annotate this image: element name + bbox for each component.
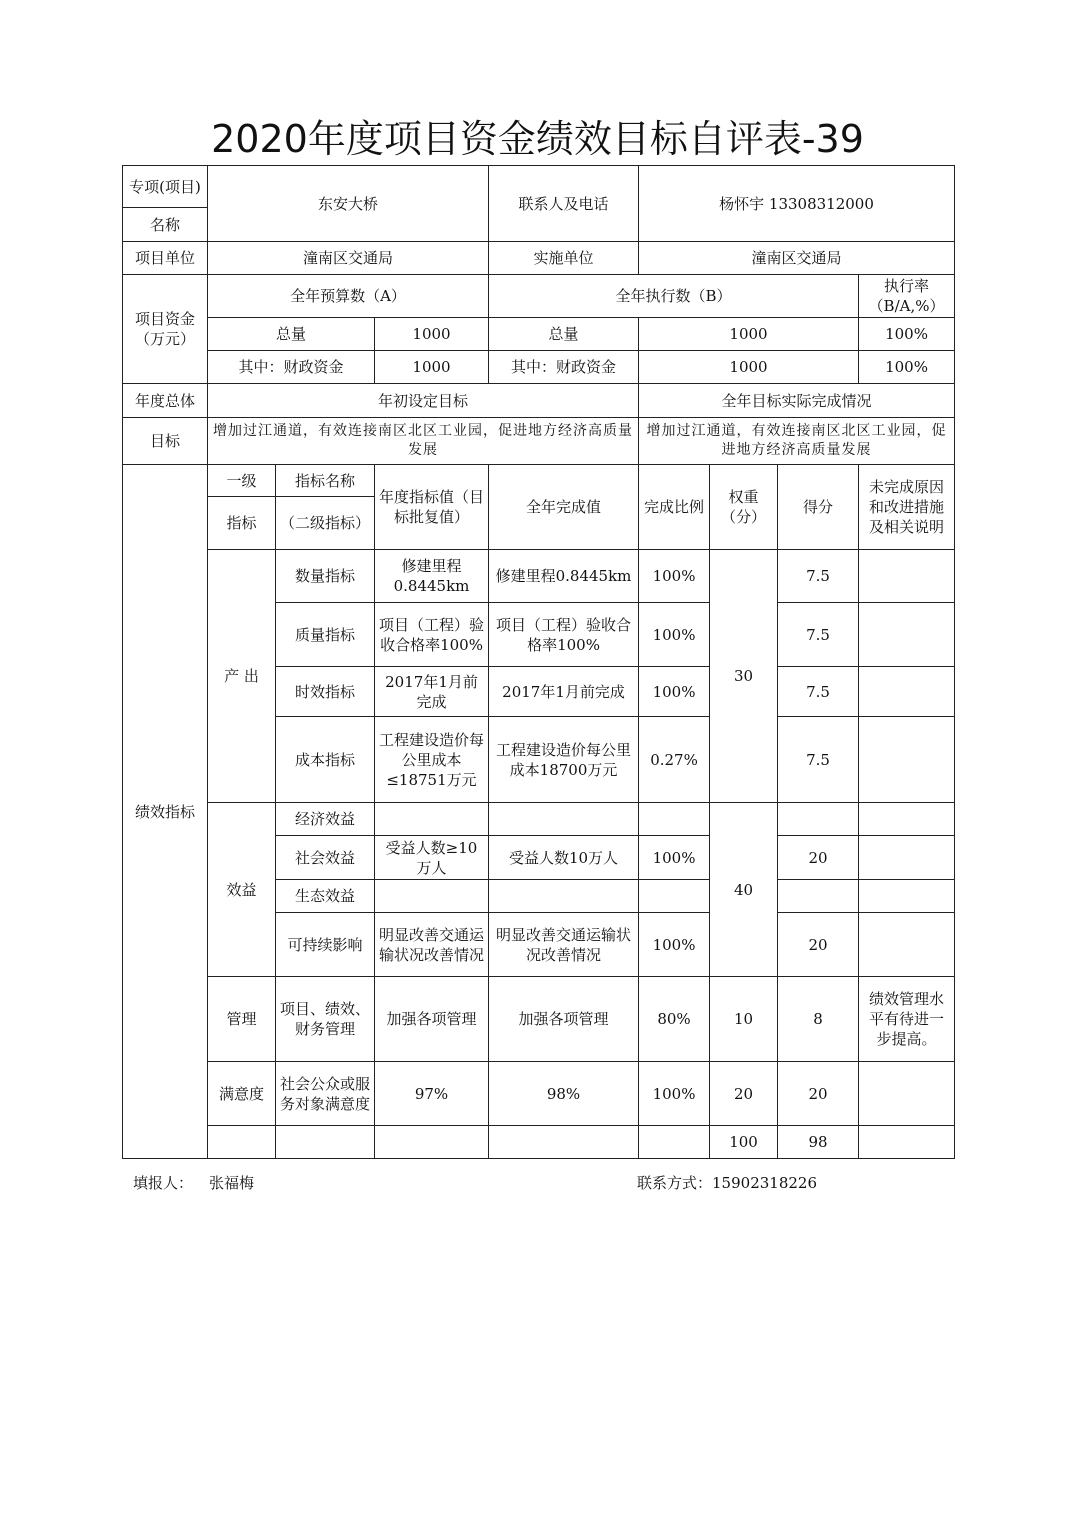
indicator-ratio: 0.27% — [639, 717, 710, 803]
exec-fiscal-value: 1000 — [639, 351, 859, 384]
indicator-score: 7.5 — [778, 717, 859, 803]
indicator-target — [375, 880, 489, 913]
indicator-name: 可持续影响 — [276, 913, 375, 977]
indicator-actual — [489, 880, 639, 913]
goal-actual-text: 增加过江通道，有效连接南区北区工业园，促进地方经济高质量发展 — [639, 418, 955, 465]
indicator-ratio: 100% — [639, 550, 710, 603]
indicator-actual: 98% — [489, 1062, 639, 1126]
indicator-note — [859, 717, 955, 803]
indicator-target: 加强各项管理 — [375, 977, 489, 1062]
indicators-section-label: 绩效指标 — [123, 465, 208, 1159]
project-name: 东安大桥 — [208, 166, 489, 242]
indicator-note — [859, 803, 955, 836]
indicator-target: 97% — [375, 1062, 489, 1126]
filler-name: 张福梅 — [209, 1174, 255, 1192]
indicator-note — [859, 603, 955, 667]
footer-contact-value: 15902318226 — [712, 1174, 817, 1192]
indicator-name: 经济效益 — [276, 803, 375, 836]
unit-label: 项目单位 — [123, 242, 208, 275]
footer-contact-label: 联系方式： — [637, 1174, 713, 1192]
output-label: 产 出 — [208, 550, 276, 803]
indicator-score: 7.5 — [778, 667, 859, 717]
actual-header: 全年完成值 — [489, 465, 639, 550]
indicator-note — [859, 913, 955, 977]
management-weight: 10 — [710, 977, 778, 1062]
indicator-actual: 受益人数10万人 — [489, 836, 639, 880]
indicator-target: 修建里程0.8445km — [375, 550, 489, 603]
indicator-score: 7.5 — [778, 550, 859, 603]
total-score: 98 — [778, 1126, 859, 1159]
indicator-name: 时效指标 — [276, 667, 375, 717]
filler — [133, 1172, 254, 1193]
impl-value: 潼南区交通局 — [639, 242, 955, 275]
indicator-actual: 工程建设造价每公里成本18700万元 — [489, 717, 639, 803]
total-empty — [375, 1126, 489, 1159]
indicator-target: 项目（工程）验收合格率100% — [375, 603, 489, 667]
exec-total-value: 1000 — [639, 318, 859, 351]
project-name-label: 专项(项目) — [123, 166, 208, 208]
target-header: 年度指标值（目标批复值） — [375, 465, 489, 550]
budget-fiscal-label: 其中：财政资金 — [208, 351, 375, 384]
note-header: 未完成原因和改进措施及相关说明 — [859, 465, 955, 550]
indicator-actual: 修建里程0.8445km — [489, 550, 639, 603]
footer-contact — [637, 1172, 817, 1193]
exec-fiscal-label: 其中：财政资金 — [489, 351, 639, 384]
indicator-note — [859, 880, 955, 913]
project-name-label-cont: 名称 — [123, 208, 208, 242]
ratio-header: 完成比例 — [639, 465, 710, 550]
indicator-note — [859, 836, 955, 880]
indicator-note — [859, 550, 955, 603]
benefit-label: 效益 — [208, 803, 276, 977]
indicator-name: 质量指标 — [276, 603, 375, 667]
indicator-score — [778, 803, 859, 836]
indicator-note — [859, 1062, 955, 1126]
indicator-name: 成本指标 — [276, 717, 375, 803]
indicator-actual — [489, 803, 639, 836]
budget-fiscal-value: 1000 — [375, 351, 489, 384]
indicator-target: 明显改善交通运输状况改善情况 — [375, 913, 489, 977]
filler-label: 填报人： — [133, 1174, 194, 1192]
contact-value: 杨怀宇 13308312000 — [639, 166, 955, 242]
rate-fiscal: 100% — [859, 351, 955, 384]
contact-label: 联系人及电话 — [489, 166, 639, 242]
indicator-actual: 2017年1月前完成 — [489, 667, 639, 717]
indicator-name: 项目、绩效、财务管理 — [276, 977, 375, 1062]
exec-header: 全年执行数（B） — [489, 275, 859, 318]
indicator-target: 受益人数≥10万人 — [375, 836, 489, 880]
indicator-ratio: 100% — [639, 836, 710, 880]
total-empty — [639, 1126, 710, 1159]
weight-header: 权重（分） — [710, 465, 778, 550]
indicator-ratio: 100% — [639, 603, 710, 667]
indicator-actual: 明显改善交通运输状况改善情况 — [489, 913, 639, 977]
goal-label-cont: 目标 — [123, 418, 208, 465]
management-label: 管理 — [208, 977, 276, 1062]
goal-actual-header: 全年目标实际完成情况 — [639, 384, 955, 418]
satisfaction-weight: 20 — [710, 1062, 778, 1126]
indicator-name: 社会效益 — [276, 836, 375, 880]
indicator-ratio — [639, 880, 710, 913]
level2-header: 指标名称 — [276, 465, 375, 497]
unit-value: 潼南区交通局 — [208, 242, 489, 275]
benefit-weight: 40 — [710, 803, 778, 977]
rate-total: 100% — [859, 318, 955, 351]
level1-header-cont: 指标 — [208, 497, 276, 550]
indicator-score: 20 — [778, 1062, 859, 1126]
page-title: 2020年度项目资金绩效目标自评表-39 — [211, 117, 864, 161]
budget-header: 全年预算数（A） — [208, 275, 489, 318]
indicator-score: 8 — [778, 977, 859, 1062]
budget-total-value: 1000 — [375, 318, 489, 351]
indicator-score: 20 — [778, 913, 859, 977]
indicator-note: 绩效管理水平有待进一步提高。 — [859, 977, 955, 1062]
exec-total-label: 总量 — [489, 318, 639, 351]
indicator-score: 20 — [778, 836, 859, 880]
indicator-actual: 项目（工程）验收合格率100% — [489, 603, 639, 667]
goal-set-text: 增加过江通道，有效连接南区北区工业园，促进地方经济高质量发展 — [208, 418, 639, 465]
indicator-target — [375, 803, 489, 836]
indicator-note — [859, 667, 955, 717]
indicator-target: 工程建设造价每公里成本≤18751万元 — [375, 717, 489, 803]
evaluation-table — [122, 165, 955, 1159]
total-empty — [859, 1126, 955, 1159]
output-weight: 30 — [710, 550, 778, 803]
goal-label: 年度总体 — [123, 384, 208, 418]
satisfaction-label: 满意度 — [208, 1062, 276, 1126]
indicator-name: 生态效益 — [276, 880, 375, 913]
total-empty — [489, 1126, 639, 1159]
indicator-name: 社会公众或服务对象满意度 — [276, 1062, 375, 1126]
total-empty — [276, 1126, 375, 1159]
indicator-ratio: 100% — [639, 1062, 710, 1126]
indicator-ratio — [639, 803, 710, 836]
level1-header: 一级 — [208, 465, 276, 497]
funds-label: 项目资金（万元） — [123, 275, 208, 384]
total-weight: 100 — [710, 1126, 778, 1159]
indicator-ratio: 100% — [639, 913, 710, 977]
indicator-actual: 加强各项管理 — [489, 977, 639, 1062]
total-empty — [208, 1126, 276, 1159]
indicator-target: 2017年1月前完成 — [375, 667, 489, 717]
indicator-ratio: 80% — [639, 977, 710, 1062]
goal-set-header: 年初设定目标 — [208, 384, 639, 418]
impl-label: 实施单位 — [489, 242, 639, 275]
level2-header-cont: （二级指标） — [276, 497, 375, 550]
score-header: 得分 — [778, 465, 859, 550]
rate-header: 执行率（B/A,%） — [859, 275, 955, 318]
indicator-score: 7.5 — [778, 603, 859, 667]
indicator-ratio: 100% — [639, 667, 710, 717]
indicator-score — [778, 880, 859, 913]
indicator-name: 数量指标 — [276, 550, 375, 603]
budget-total-label: 总量 — [208, 318, 375, 351]
